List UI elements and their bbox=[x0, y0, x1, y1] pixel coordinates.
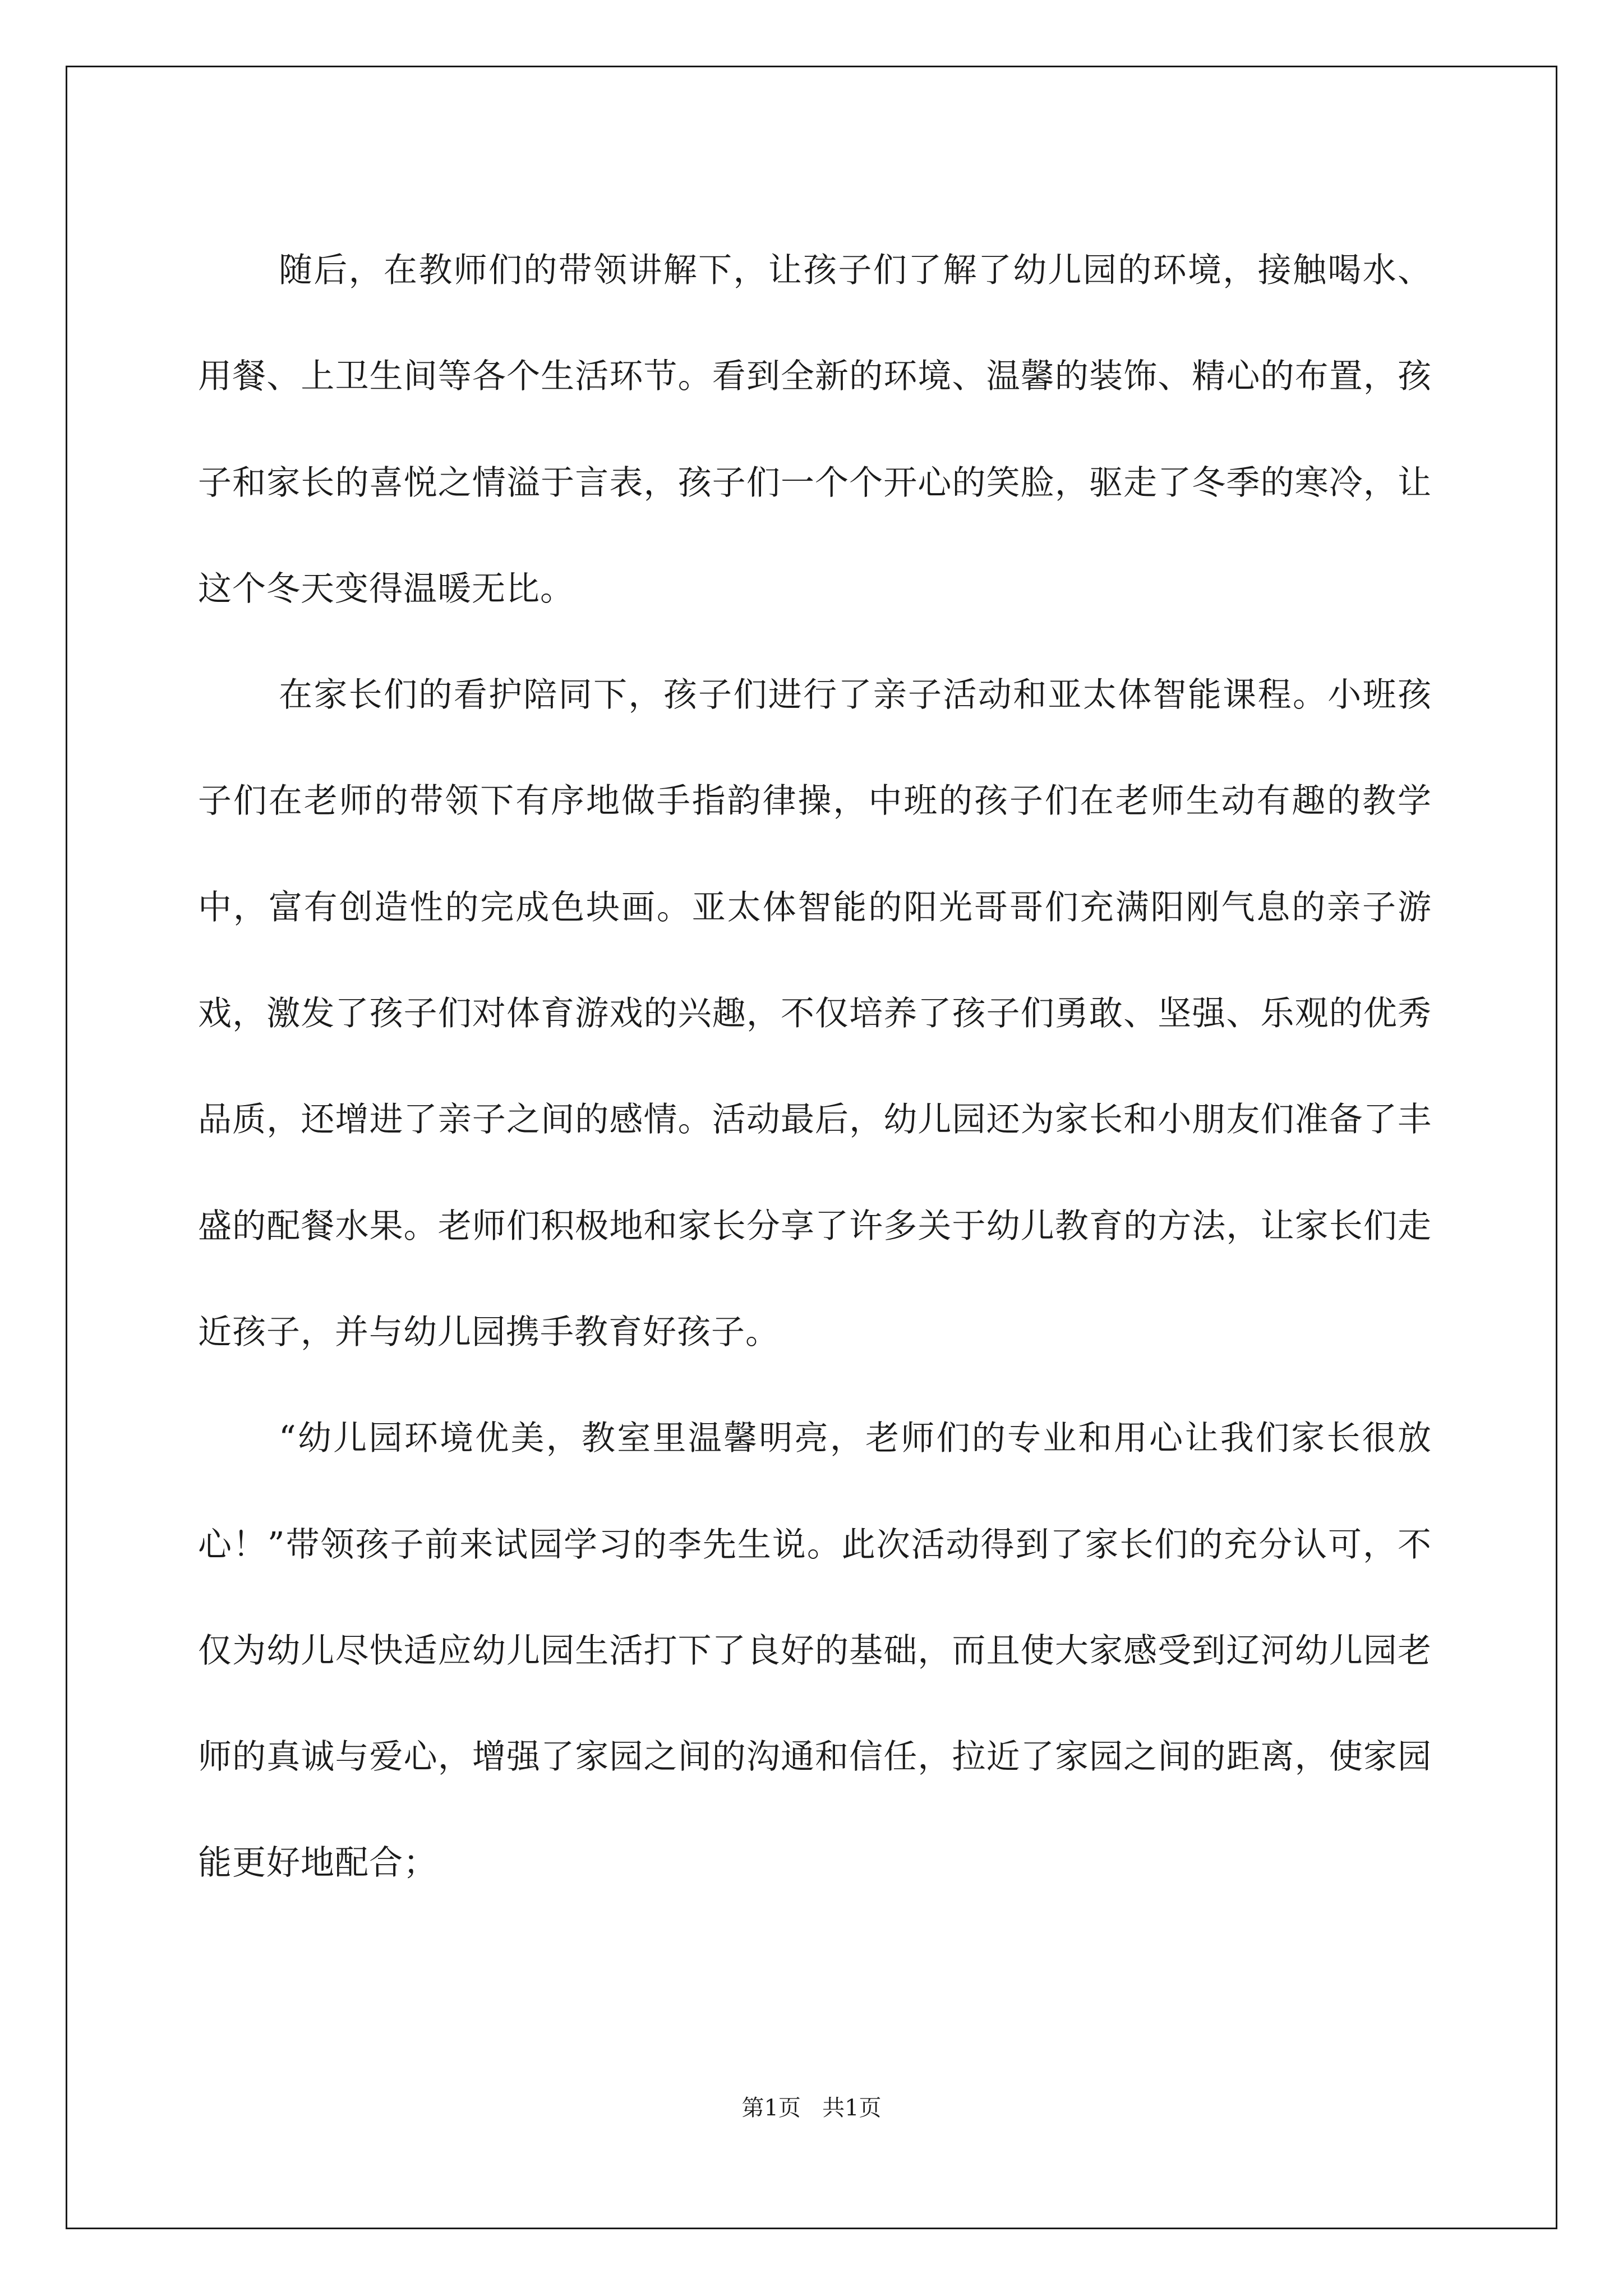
document-body bbox=[198, 218, 1432, 1917]
paragraph: 随后，在教师们的带领讲解下，让孩子们了解了幼儿园的环境，接触喝水、用餐、上卫生间等各个生活环节。看到全新的环境、温馨的装饰、精心的布置，孩子和家长的喜悦之情溢于言表，孩子们一个个开心的笑脸，驱走了冬季的寒冷，让这个冬天变得温暖无比。 bbox=[198, 251, 1432, 609]
page-footer bbox=[0, 2091, 1623, 2125]
paragraph: 在家长们的看护陪同下，孩子们进行了亲子活动和亚太体智能课程。小班孩子们在老师的带领下有序地做手指韵律操，中班的孩子们在老师生动有趣的教学中，富有创造性的完成色块画。亚太体智能的阳光哥哥们充满阳刚气息的亲子游戏，激发了孩子们对体育游戏的兴趣，不仅培养了孩子们勇敢、坚强、乐观的优秀品质，还增进了亲子之间的感情。活动最后，幼儿园还为家长和小朋友们准备了丰盛的配餐水果。老师们积极地和家长分享了许多关于幼儿教育的方法，让家长们走近孩子，并与幼儿园携手教育好孩子。 bbox=[198, 675, 1432, 1352]
paragraph: “幼儿园环境优美，教室里温馨明亮，老师们的专业和用心让我们家长很放心！”带领孩子前来试园学习的李先生说。此次活动得到了家长们的充分认可，不仅为幼儿尽快适应幼儿园生活打下了良好的基础，而且使大家感受到辽河幼儿园老师的真诚与爱心，增强了家园之间的沟通和信任，拉近了家园之间的距离，使家园能更好地配合； bbox=[198, 1419, 1432, 1883]
page-total: 共1页 bbox=[822, 2095, 882, 2121]
page-number: 第1页 bbox=[741, 2095, 801, 2121]
